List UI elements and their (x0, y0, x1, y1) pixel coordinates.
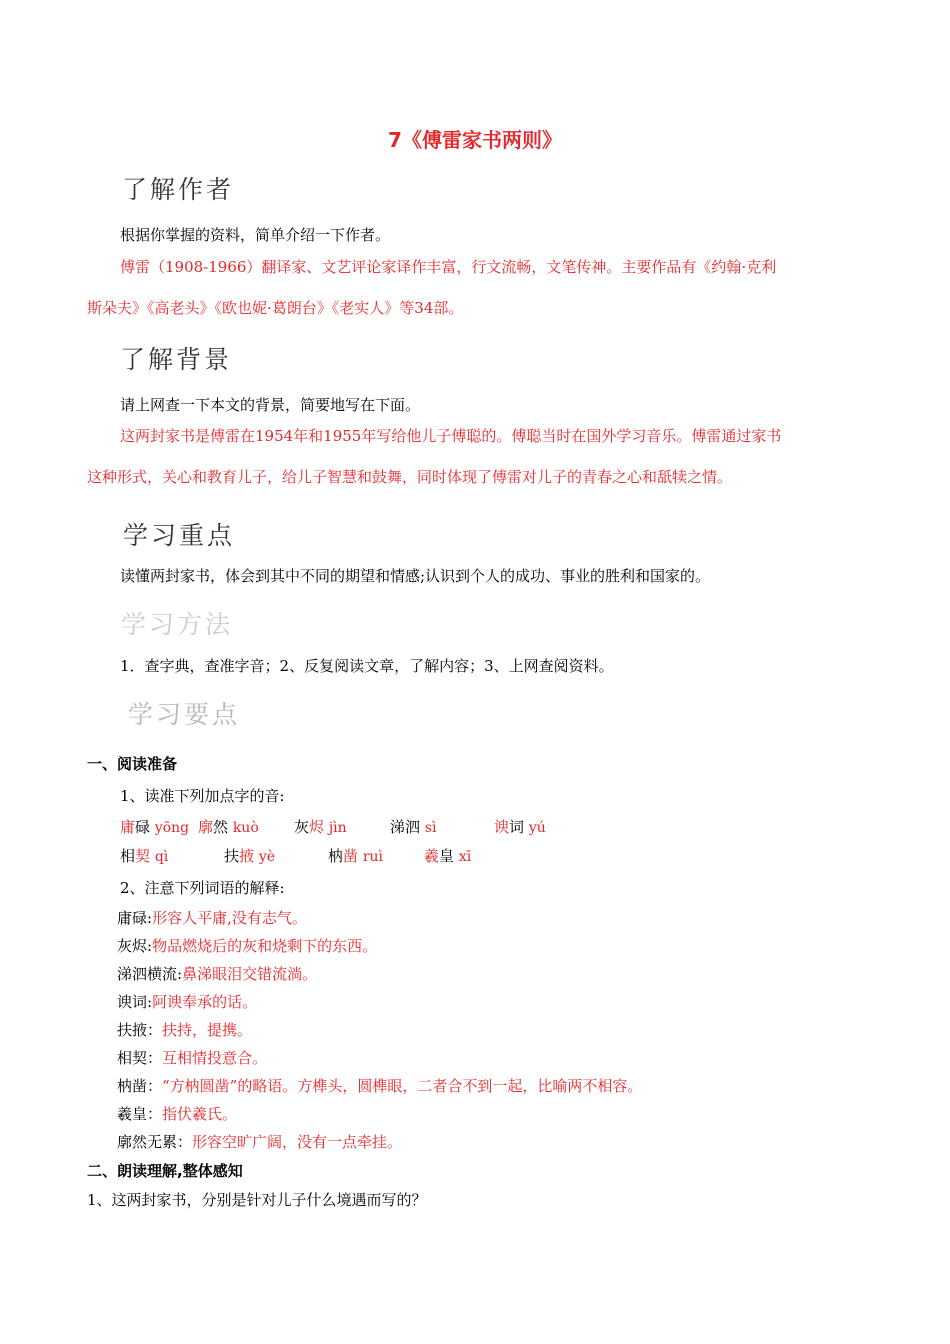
definition-term: 廓然无累： (117, 1133, 193, 1151)
dotted-char: 烬 (309, 818, 325, 836)
definition-item (117, 1131, 402, 1152)
pronunciation-item: 涕泗 sì (390, 818, 437, 836)
part1-question1: 1、读准下列加点字的音: (120, 787, 285, 805)
background-prompt: 请上网查一下本文的背景，简要地写在下面。 (120, 396, 421, 414)
dotted-char: 谀 (494, 818, 510, 836)
pinyin: xī (458, 849, 472, 865)
dotted-char: 掖 (239, 847, 255, 865)
pronunciation-item: 庸碌 yōng (120, 818, 190, 836)
definition-text: 扶持，提携。 (162, 1021, 253, 1039)
part1-heading: 一、阅读准备 (87, 755, 178, 773)
section-heading-focus: 学习重点 (123, 521, 236, 550)
pinyin: yè (258, 849, 276, 865)
definition-text: “方枘圆凿”的略语。方榫头，圆榫眼，二者合不到一起，比喻两不相容。 (162, 1077, 643, 1095)
pinyin: yú (528, 820, 546, 836)
definition-text: 指伏羲氏。 (162, 1105, 238, 1123)
pinyin: qì (154, 849, 169, 865)
section-heading-method: 学习方法 (121, 610, 234, 639)
method-text: 1．查字典，查准字音；2、反复阅读文章，了解内容；3、上网查阅资料。 (120, 657, 614, 675)
pronunciation-item: 廓然 kuò (198, 818, 259, 836)
section-heading-points: 学习要点 (128, 700, 241, 729)
definition-item (117, 1075, 642, 1096)
pronunciation-item: 灰烬 jìn (294, 818, 347, 836)
dotted-char: 廓 (198, 818, 214, 836)
pinyin: ruì (362, 849, 383, 865)
pronunciation-item: 扶掖 yè (224, 847, 276, 865)
definition-text: 阿谀奉承的话。 (152, 993, 258, 1011)
definition-term: 相契： (117, 1049, 163, 1067)
definition-term: 庸碌: (117, 909, 153, 927)
definition-term: 羲皇： (117, 1105, 163, 1123)
definition-text: 形容人平庸,没有志气。 (152, 909, 307, 927)
part2-question1: 1、这两封家书，分别是针对儿子什么境遇而写的？ (87, 1191, 427, 1209)
part2-heading: 二、朗读理解,整体感知 (87, 1162, 243, 1180)
dotted-char: 凿 (343, 847, 359, 865)
pronunciation-item: 谀词 yú (494, 818, 546, 836)
definition-text: 形容空旷广阔，没有一点牵挂。 (192, 1133, 403, 1151)
background-answer-line2: 这种形式，关心和教育儿子，给儿子智慧和鼓舞，同时体现了傅雷对儿子的青春之心和舐犊之情。 (87, 468, 733, 486)
definition-item (117, 1019, 252, 1040)
dotted-char: 庸 (120, 818, 136, 836)
definition-term: 枘凿： (117, 1077, 163, 1095)
definition-item (117, 991, 257, 1012)
definition-term: 扶掖： (117, 1021, 163, 1039)
definition-item (117, 1103, 237, 1124)
section-heading-author: 了解作者 (122, 175, 235, 204)
focus-text: 读懂两封家书，体会到其中不同的期望和情感;认识到个人的成功、事业的胜利和国家的。 (120, 567, 711, 585)
definition-text: 鼻涕眼泪交错流淌。 (182, 965, 318, 983)
pinyin: sì (424, 820, 437, 836)
definition-item (117, 963, 317, 984)
author-prompt: 根据你掌握的资料，简单介绍一下作者。 (120, 226, 391, 244)
dotted-char: 契 (135, 847, 151, 865)
page-title: 7《傅雷家书两则》 (388, 128, 562, 152)
section-heading-background: 了解背景 (120, 345, 233, 374)
definition-term: 涕泗横流: (117, 965, 183, 983)
author-answer-line1: 傅雷（1908-1966）翻译家、文艺评论家译作丰富，行文流畅，文笔传神。主要作品有《约翰·克利 (120, 258, 777, 276)
definition-item (117, 1047, 267, 1068)
pinyin: kuò (232, 820, 259, 836)
definition-text: 互相情投意合。 (162, 1049, 268, 1067)
definition-term: 谀词: (117, 993, 153, 1011)
pinyin: yōng (154, 820, 190, 836)
pronunciation-item: 羲皇 xī (424, 847, 472, 865)
pronunciation-item: 相契 qì (120, 847, 169, 865)
author-answer-line2: 斯朵夫》《高老头》《欧也妮·葛朗台》《老实人》等34部。 (87, 299, 464, 317)
background-answer-line1: 这两封家书是傅雷在1954年和1955年写给他儿子傅聪的。傅聪当时在国外学习音乐。傅雷通过家书 (120, 427, 782, 445)
pronunciation-item: 枘凿 ruì (328, 847, 383, 865)
part1-question2: 2、注意下列词语的解释: (120, 879, 285, 897)
definition-text: 物品燃烧后的灰和烧剩下的东西。 (152, 937, 378, 955)
pinyin: jìn (328, 820, 347, 836)
definition-term: 灰烬: (117, 937, 153, 955)
definition-item (117, 935, 377, 956)
definition-item (117, 907, 307, 928)
dotted-char: 羲 (424, 847, 440, 865)
